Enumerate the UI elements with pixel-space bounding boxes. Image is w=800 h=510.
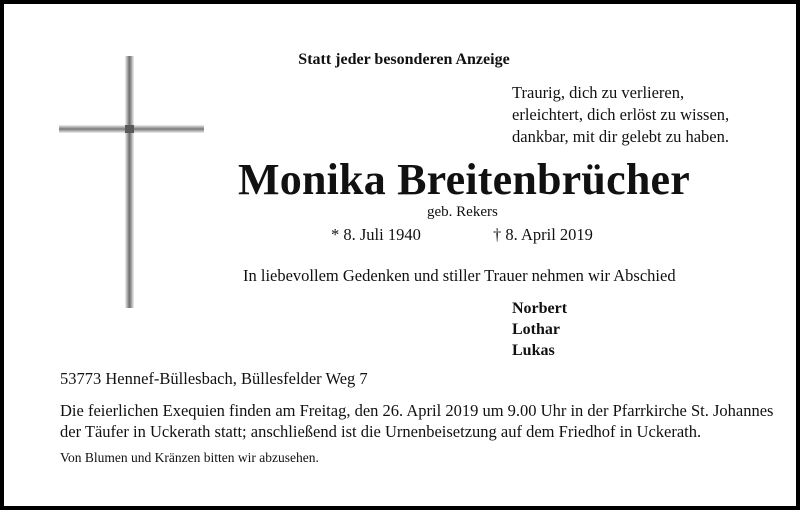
poem-line: Traurig, dich zu verlieren, [512, 83, 685, 102]
poem [512, 82, 729, 148]
family-member: Lothar [512, 321, 560, 338]
maiden-name: geb. Rekers [427, 204, 498, 220]
service-info [60, 400, 773, 442]
poem-line: dankbar, mit dir gelebt zu haben. [512, 127, 729, 146]
deceased-name: Monika Breitenbrücher [238, 155, 690, 204]
family-list [512, 298, 567, 361]
address: 53773 Hennef-Büllesbach, Büllesfelder Weg 7 [60, 369, 368, 388]
service-line: der Täufer in Uckerath statt; anschließend ist die Urnenbeisetzung auf dem Friedhof in Uckerath. [60, 422, 702, 441]
family-member: Lukas [512, 342, 555, 359]
notice-heading: Statt jeder besonderen Anzeige [298, 51, 510, 68]
flowers-note: Von Blumen und Kränzen bitten wir abzusehen. [60, 450, 319, 465]
farewell-text: In liebevollem Gedenken und stiller Trauer nehmen wir Abschied [243, 266, 676, 285]
poem-line: erleichtert, dich erlöst zu wissen, [512, 105, 730, 124]
birth-date: * 8. Juli 1940 [331, 225, 421, 244]
service-line: Die feierlichen Exequien finden am Freitag, den 26. April 2019 um 9.00 Uhr in der Pfarrkirche St. Johannes [60, 401, 774, 420]
family-member: Norbert [512, 300, 568, 317]
death-date: † 8. April 2019 [493, 225, 593, 244]
